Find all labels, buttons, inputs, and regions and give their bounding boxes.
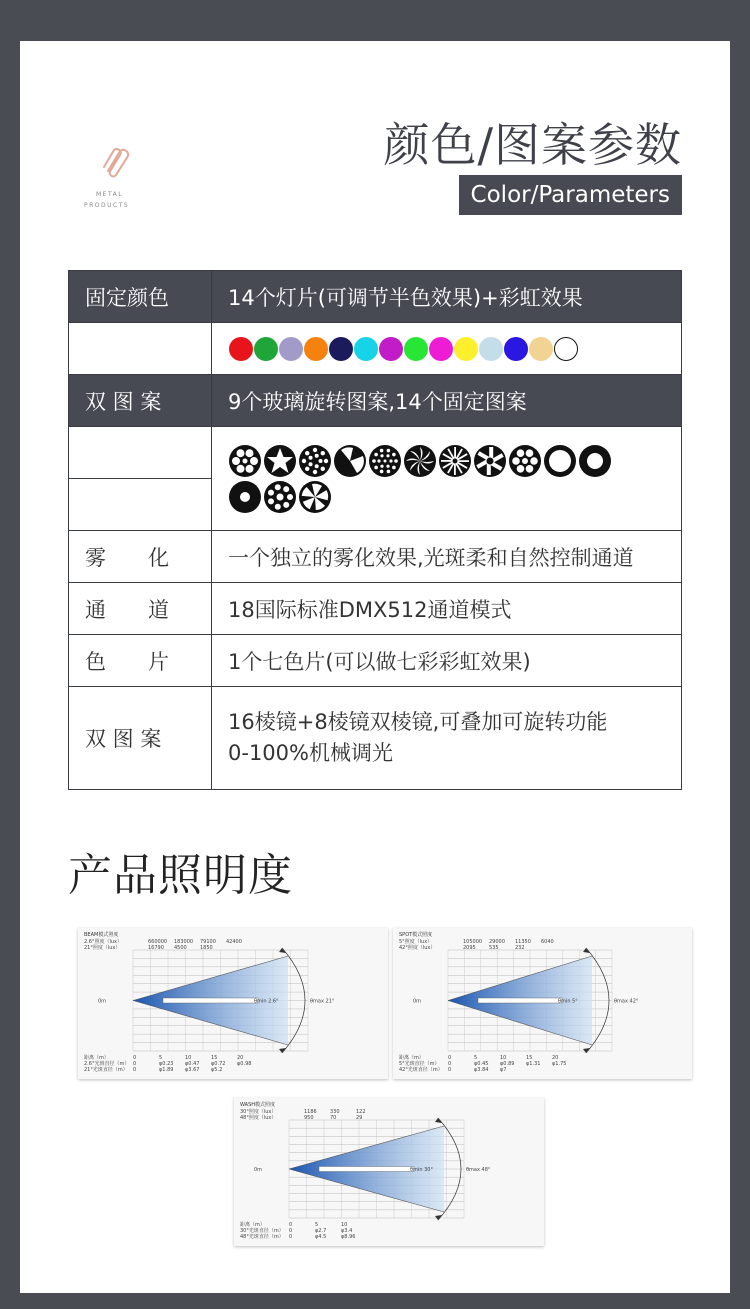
gobo-icon [578, 444, 612, 478]
distance-row-label: 距离（m） [240, 1222, 265, 1228]
illuminance-row-label: 30°照度（lux） [240, 1109, 277, 1115]
color-swatch [504, 337, 528, 361]
spec-row-channel [69, 583, 682, 635]
diameter-value: φ0.23 [159, 1061, 174, 1067]
gobo-icon [228, 480, 262, 514]
logo-line-1: METAL [96, 191, 124, 198]
illuminance-value: 6040 [541, 939, 554, 945]
color-swatch [329, 337, 353, 361]
content-card [20, 41, 730, 1293]
angle-min-label: θmin 30° [410, 1167, 433, 1173]
diameter-value: 0 [448, 1061, 452, 1067]
spec-row-gobo-images [69, 427, 682, 479]
diameter-value: φ0.89 [500, 1061, 515, 1067]
beam-chart-title: SPOT模式照度 [399, 932, 433, 938]
illuminance-value: 29000 [489, 939, 505, 945]
paperclip-icon [102, 145, 132, 179]
distance-value: 20 [552, 1055, 559, 1061]
spec-row-frost [69, 531, 682, 583]
prism-line-1: 16棱镜+8棱镜双棱镜,可叠加可旋转功能 [228, 710, 608, 734]
color-swatch [479, 337, 503, 361]
diameter-row-label: 2.6°光斑直径（m） [84, 1061, 130, 1067]
illuminance-value: 1186 [304, 1109, 317, 1115]
illuminance-value: 79100 [200, 939, 216, 945]
color-swatch [429, 337, 453, 361]
page-subtitle: Color/Parameters [459, 175, 682, 215]
distance-value: 20 [237, 1055, 244, 1061]
angle-max-label: θmax 42° [614, 998, 639, 1005]
gobo-image-cell [212, 427, 682, 531]
diameter-row-label: 48°光斑直径（m） [240, 1234, 284, 1240]
gobo-icon [438, 444, 472, 478]
illuminance-value: 330 [330, 1109, 340, 1115]
origin-label: 0m [254, 1167, 263, 1173]
illuminance-row-label: 5°照度（lux） [399, 939, 433, 945]
spec-value: 一个独立的雾化效果,光斑柔和自然控制通道 [212, 531, 682, 583]
color-swatch [554, 337, 578, 361]
color-swatch-list [228, 337, 681, 361]
illuminance-value: 70 [330, 1115, 337, 1121]
illuminance-row-label: 21°照度（lux） [84, 945, 121, 951]
illuminance-value: 950 [304, 1115, 314, 1121]
angle-min-label: θmin 5° [558, 998, 578, 1005]
illuminance-value: 2095 [463, 945, 476, 951]
diameter-row-label: 21°光斑直径（m） [84, 1067, 128, 1073]
diameter-value: φ8.96 [341, 1234, 356, 1240]
gobo-icon [473, 444, 507, 478]
gobo-icon [508, 444, 542, 478]
distance-row-label: 距离（m） [399, 1055, 424, 1061]
diameter-value: φ1.31 [526, 1061, 541, 1067]
diameter-value: φ2.7 [315, 1228, 327, 1234]
spec-key-empty [69, 427, 212, 479]
color-swatch [254, 337, 278, 361]
distance-value: 0 [133, 1055, 137, 1061]
color-swatch [279, 337, 303, 361]
origin-label: 0m [98, 998, 107, 1005]
gobo-icon [263, 444, 297, 478]
color-swatch [229, 337, 253, 361]
logo-text [84, 189, 129, 211]
gobo-icon [368, 444, 402, 478]
distance-value: 5 [315, 1222, 319, 1228]
illuminance-row-label: 2.6°照度（lux） [84, 939, 122, 945]
distance-value: 5 [474, 1055, 478, 1061]
angle-max-label: θmax 48° [466, 1167, 491, 1173]
spec-row-colorwheel [69, 635, 682, 687]
diameter-value: φ4.5 [315, 1234, 327, 1240]
section-title-illuminance: 产品照明度 [68, 850, 293, 901]
diameter-value: φ3.67 [185, 1067, 200, 1073]
gobo-list [228, 440, 618, 518]
spec-value [212, 687, 682, 790]
diameter-value: 0 [133, 1061, 137, 1067]
gobo-icon [333, 444, 367, 478]
illuminance-value: 122 [356, 1109, 366, 1115]
angle-min-label: θmin 2.6° [254, 998, 279, 1005]
logo-line-2: PRODUCTS [84, 202, 130, 209]
beam-chart-spot [393, 928, 692, 1079]
diameter-value: 0 [133, 1067, 137, 1073]
distance-value: 15 [526, 1055, 533, 1061]
color-swatch [404, 337, 428, 361]
distance-value: 10 [341, 1222, 348, 1228]
color-swatch-cell [212, 323, 682, 375]
diameter-value: φ7 [500, 1067, 507, 1073]
gobo-icon [298, 444, 332, 478]
spec-key-empty [69, 479, 212, 531]
gobo-icon [403, 444, 437, 478]
diameter-value: φ3.84 [474, 1067, 489, 1073]
diameter-value: φ0.47 [185, 1061, 200, 1067]
angle-max-label: θmax 21° [310, 998, 335, 1005]
illuminance-value: 535 [489, 945, 499, 951]
origin-label: 0m [413, 998, 422, 1005]
spec-key: 双 图 案 [69, 375, 212, 427]
diameter-value: φ0.98 [237, 1061, 252, 1067]
diameter-value: 0 [448, 1067, 452, 1073]
spec-row-gobo [69, 375, 682, 427]
beam-chart-wash [234, 1098, 544, 1246]
illuminance-value: 29 [356, 1115, 363, 1121]
spec-value: 18国际标准DMX512通道模式 [212, 583, 682, 635]
gobo-icon [298, 480, 332, 514]
spec-key: 双 图 案 [69, 687, 212, 790]
beam-chart-title: WASH模式照度 [240, 1102, 276, 1108]
gobo-icon [263, 480, 297, 514]
color-swatch [304, 337, 328, 361]
spec-key-empty [69, 323, 212, 375]
spec-table [68, 270, 682, 790]
prism-line-2: 0-100%机械调光 [228, 741, 393, 765]
gobo-icon [228, 444, 262, 478]
spec-value: 14个灯片(可调节半色效果)+彩虹效果 [212, 271, 682, 323]
illuminance-row-label: 48°照度（lux） [240, 1115, 277, 1121]
illuminance-value: 1850 [200, 945, 213, 951]
illuminance-row-label: 42°照度（lux） [399, 945, 436, 951]
brand-logo [80, 141, 160, 261]
illuminance-value: 183000 [174, 939, 194, 945]
spec-row-color-swatches [69, 323, 682, 375]
illuminance-value: 105000 [463, 939, 483, 945]
diameter-value: φ1.89 [159, 1067, 174, 1073]
diameter-value: 0 [289, 1234, 293, 1240]
beam-chart-title: BEAM模式照度 [84, 932, 119, 938]
spec-key: 雾 化 [69, 531, 212, 583]
spec-value: 1个七色片(可以做七彩彩虹效果) [212, 635, 682, 687]
spec-key: 固定颜色 [69, 271, 212, 323]
diameter-value: φ1.75 [552, 1061, 567, 1067]
spec-key: 色 片 [69, 635, 212, 687]
distance-value: 15 [211, 1055, 218, 1061]
distance-value: 10 [185, 1055, 192, 1061]
illuminance-value: 42400 [226, 939, 242, 945]
distance-value: 0 [289, 1222, 293, 1228]
diameter-row-label: 30°光斑直径（m） [240, 1228, 284, 1234]
diameter-row-label: 5°光斑直径（m） [399, 1061, 440, 1067]
spec-row-fixed-color [69, 271, 682, 323]
color-swatch [379, 337, 403, 361]
beam-chart-beam [78, 928, 388, 1079]
distance-value: 5 [159, 1055, 163, 1061]
spec-key: 通 道 [69, 583, 212, 635]
color-swatch [354, 337, 378, 361]
color-swatch [529, 337, 553, 361]
page-title: 颜色/图案参数 [383, 118, 682, 172]
diameter-value: φ0.45 [474, 1061, 489, 1067]
spec-value: 9个玻璃旋转图案,14个固定图案 [212, 375, 682, 427]
gobo-icon [543, 444, 577, 478]
color-swatch [454, 337, 478, 361]
diameter-row-label: 42°光斑直径（m） [399, 1067, 443, 1073]
distance-value: 10 [500, 1055, 507, 1061]
distance-value: 0 [448, 1055, 452, 1061]
illuminance-value: 11350 [515, 939, 531, 945]
illuminance-value: 232 [515, 945, 525, 951]
illuminance-value: 4500 [174, 945, 187, 951]
illuminance-value: 660000 [148, 939, 168, 945]
distance-row-label: 距离（m） [84, 1055, 109, 1061]
spec-row-prism [69, 687, 682, 790]
diameter-value: 0 [289, 1228, 293, 1234]
diameter-value: φ0.72 [211, 1061, 226, 1067]
illuminance-value: 16790 [148, 945, 164, 951]
diameter-value: φ5.2 [211, 1067, 223, 1073]
diameter-value: φ3.4 [341, 1228, 353, 1234]
